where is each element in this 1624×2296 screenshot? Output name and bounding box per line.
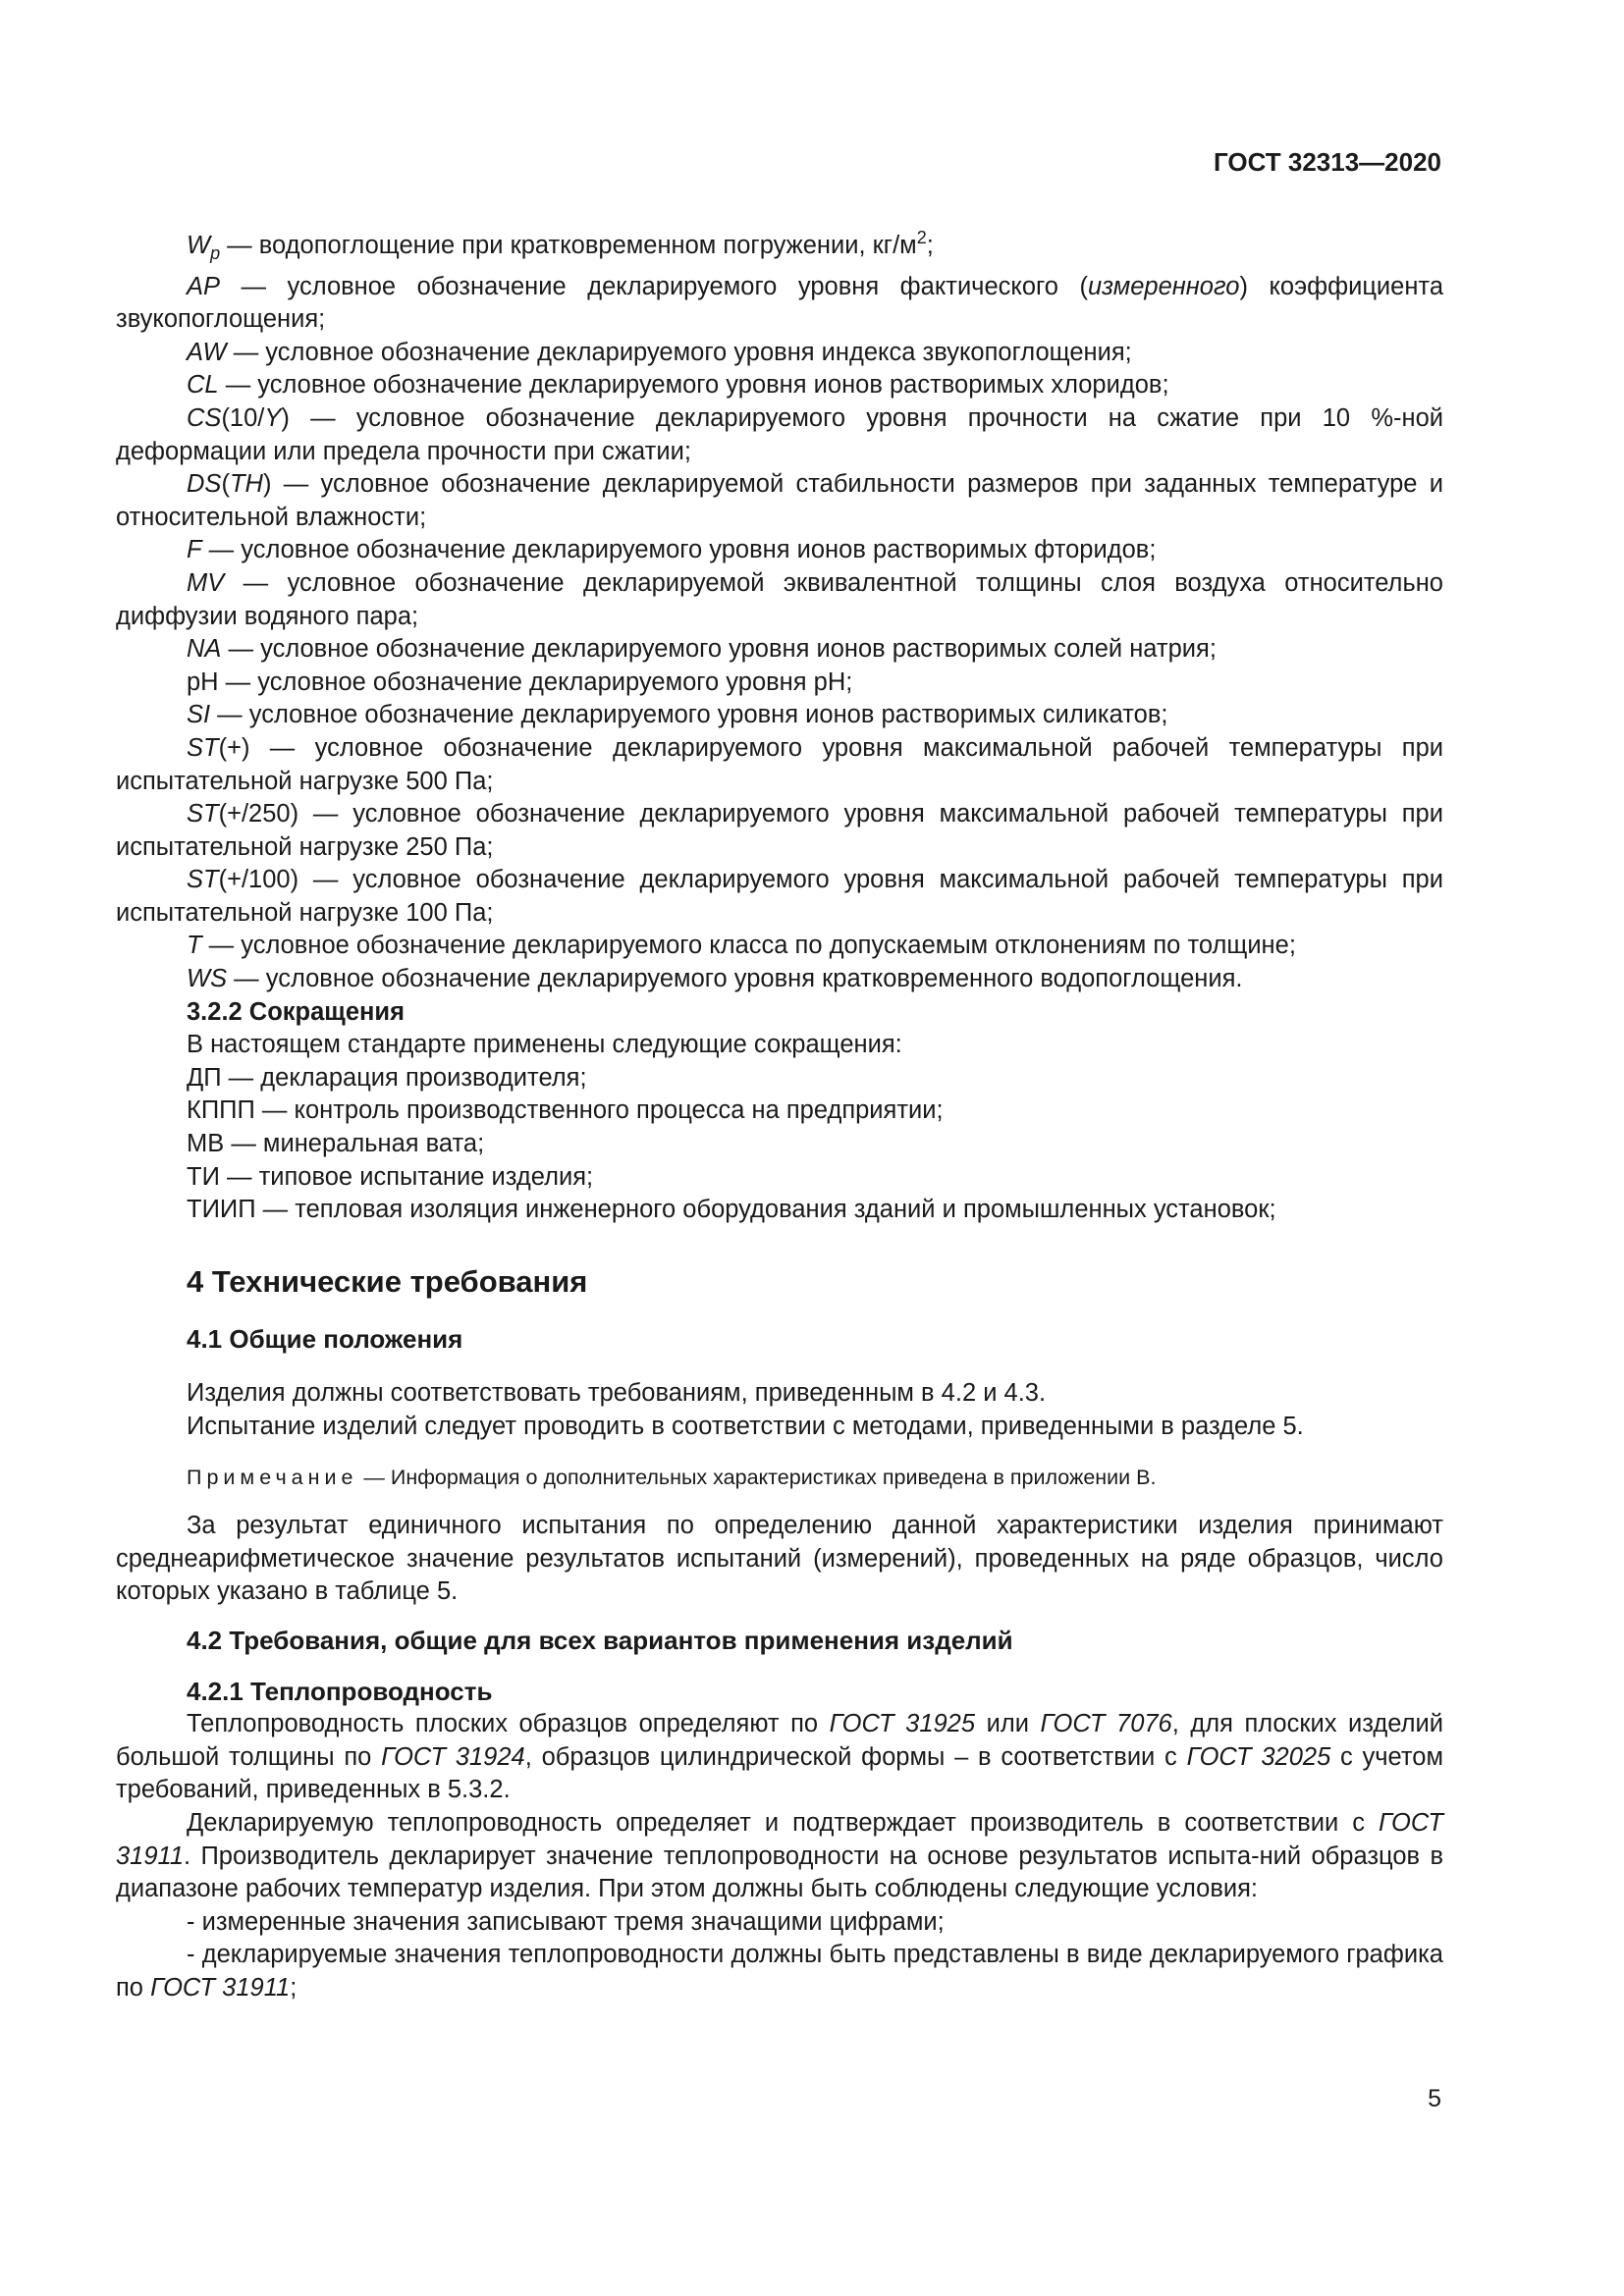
section-4-1-para: Испытание изделий следует проводить в соответствии с методами, приведенными в разделе 5. [187,1413,1304,1440]
abbrev-item: МВ — минеральная вата; [187,1130,485,1158]
section-4-2-1-title: 4.2.1 Теплопроводность [187,1676,493,1706]
symbol-st100: ST(+/100) — условное обозначение декларируемого уровня максимальной рабочей температуры при испытательной нагрузке 100 Па; [116,866,1443,927]
symbol-aw: AW — условное обозначение декларируемого уровня индекса звукопоглощения; [187,338,1132,366]
abbrev-item: КППП — контроль производственного процесса на предприятии; [187,1096,944,1125]
thermal-conductivity-para-1: Теплопроводность плоских образцов определяют по ГОСТ 31925 или ГОСТ 7076, для плоских изделий большой толщины по ГОСТ 31924, образцов цилиндрической формы – в соответствии с ГОСТ 32025 с учетом требований, приведенных в 5.3.2. [116,1710,1443,1804]
symbol-ds: DS(TH) — условное обозначение декларируемой стабильности размеров при заданных температуре и относительной влажности; [116,470,1443,531]
abbrev-item: ДП — декларация производителя; [187,1063,587,1092]
symbol-mv: MV — условное обозначение декларируемой эквивалентной толщины слоя воздуха относительно диффузии водяного пара; [116,568,1443,630]
section-4-1-para: За результат единичного испытания по определению данной характеристики изделия принимают среднеарифметическое значение результатов испытаний (измерений), проведенных на ряде образцов, число которых указано в таблице 5. [116,1512,1443,1606]
symbol-st: ST(+) — условное обозначение декларируемого уровня максимальной рабочей температуры при испытательной нагрузке 500 Па; [116,733,1443,795]
document-code-header: ГОСТ 32313—2020 [1214,147,1441,177]
symbol-st250: ST(+/250) — условное обозначение декларируемого уровня максимальной рабочей температуры при испытательной нагрузке 250 Па; [116,800,1443,861]
symbol-wp: $W_p$ — водопоглощение при кратковременном погружении, $кг/м^2$; [187,228,934,263]
symbol-f: F — условное обозначение декларируемого уровня ионов растворимых фторидов; [187,536,1157,564]
symbol-cs: CS(10/Y) — условное обозначение декларируемого уровня прочности на сжатие при 10 %-ной деформации или предела прочности при сжатии; [116,403,1443,465]
list-item: - декларируемые значения теплопроводности должны быть представлены в виде декларируемого графика по ГОСТ 31911; [116,1941,1443,2002]
symbol-si: SI — условное обозначение декларируемого уровня ионов растворимых силикатов; [187,701,1168,729]
section-4-1-title: 4.1 Общие положения [187,1323,463,1354]
abbrev-heading: 3.2.2 Сокращения [187,997,405,1026]
symbol-ph: pH — условное обозначение декларируемого уровня pH; [187,667,853,696]
list-item: - измеренные значения записывают тремя значащими цифрами; [187,1907,945,1936]
symbol-cl: CL — условное обозначение декларируемого уровня ионов растворимых хлоридов; [187,371,1169,400]
section-4-title: 4 Технические требования [187,1263,588,1299]
page-number: 5 [1428,2085,1441,2112]
abbrev-intro: В настоящем стандарте применены следующие сокращения: [187,1031,902,1059]
note [187,1462,1443,1495]
abbrev-item: ТИ — типовое испытание изделия; [187,1162,594,1191]
section-4-1-para: Изделия должны соответствовать требованиям, приведенным в 4.2 и 4.3. [187,1379,1047,1408]
note-label: Примечание [187,1465,358,1489]
abbrev-item: ТИИП — тепловая изоляция инженерного оборудования зданий и промышленных установок; [187,1196,1276,1224]
symbol-ws: WS — условное обозначение декларируемого уровня кратковременного водопоглощения. [187,965,1243,993]
section-4-2-title: 4.2 Требования, общие для всех вариантов применения изделий [187,1625,1013,1655]
symbol-ap: AP — условное обозначение декларируемого уровня фактического (измеренного) коэффициента звукопоглощения; [116,272,1444,334]
symbol-t: T — условное обозначение декларируемого класса по допускаемым отклонениям по толщине; [187,932,1296,960]
page-content [116,222,1443,2005]
note-text: — Информация о дополнительных характеристиках приведена в приложении В. [357,1465,1157,1489]
symbol-na: NA — условное обозначение декларируемого уровня ионов растворимых солей натрия; [187,635,1217,664]
thermal-conductivity-para-2: Декларируемую теплопроводность определяет и подтверждает производитель в соответствии с ГОСТ 31911. Производитель декларирует значение теплопроводности на основе результатов испыта-ний образцов в диапазоне рабочих температур изделия. При этом должны быть соблюдены следующие условия: [116,1808,1443,1903]
